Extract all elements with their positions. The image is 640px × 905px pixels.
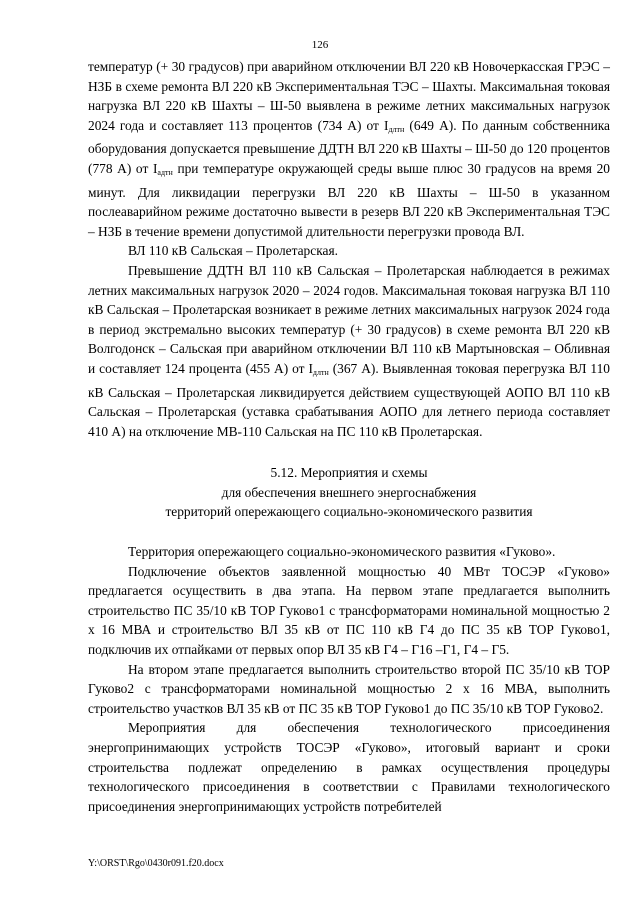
footer-filepath: Y:\ORST\Rgo\0430r091.f20.docx: [88, 858, 224, 869]
paragraph-5: Подключение объектов заявленной мощностью 40 МВт ТОСЭР «Гуково» предлагается осуществить в два этапа. На первом этапе предлагается выполнить строительство ПС 35/10 кВ ТОР Гуково1 с трансформаторами номинальной мощностью 2 х 16 МВА и строительство ВЛ 35 кВ от ПС 110 кВ Г4 до ПС 35 кВ ТОР Гуково1, подключив их отпайками от первых опор ВЛ 35 кВ Г4 – Г16 –Г1, Г4 – Г5.: [88, 563, 610, 658]
paragraph-4: Территория опережающего социально-экономического развития «Гуково».: [128, 544, 556, 560]
paragraph-2: ВЛ 110 кВ Сальская – Пролетарская.: [128, 243, 338, 259]
section-heading: 5.12. Мероприятия и схемы для обеспечения внешнего энергоснабжения территорий опережающего социально-экономического развития: [165, 465, 533, 520]
paragraph-1: температур (+ 30 градусов) при аварийном отключении ВЛ 220 кВ Новочеркасская ГРЭС – НЗБ в схеме ремонта ВЛ 220 кВ Экспериментальная ТЭС – Шахты. Максимальная токовая нагрузка ВЛ 220 кВ Шахты – Ш-50 выявлена в режиме летних максимальных нагрузок 2024 года и составляет 113 процентов (734 А) от $I_{длтн}$ (649 А). По данным собственника оборудования допускается превышение ДДТН ВЛ 220 кВ Шахты – Ш-50 до 120 процентов (778 А) от $I_{адтн}$ при температуре окружающей среды выше плюс 30 градусов на время 20 минут. Для ликвидации перегрузки ВЛ 220 кВ Шахты – Ш-50 в указанном послеаварийном режиме достаточно вывести в резерв ВЛ 220 кВ Экспериментальная ТЭС – НЗБ в течение времени допустимой длительности перегрузки провода ВЛ.: [88, 59, 610, 239]
document-body: [88, 57, 610, 816]
page-number: 126: [311, 39, 329, 51]
paragraph-7: Мероприятия для обеспечения технологического присоединения энергопринимающих устройств ТОСЭР «Гуково», итоговый вариант и сроки строительства подлежат определению в рамках осуществления процедуры технологического присоединения в соответствии с Правилами технологического присоединения энергопринимающих устройств потребителей: [88, 720, 610, 814]
paragraph-6: На втором этапе предлагается выполнить строительство второй ПС 35/10 кВ ТОР Гуково2 с трансформаторами номинальной мощностью 2 х 16 МВА, выполнить строительство участков ВЛ 35 кВ от ПС 35 кВ ТОР Гуково1 до ПС 35/10 кВ ТОР Гуково2.: [88, 661, 610, 716]
paragraph-3: Превышение ДДТН ВЛ 110 кВ Сальская – Пролетарская наблюдается в режимах летних максимальных нагрузок 2020 – 2024 годов. Максимальная токовая нагрузка ВЛ 110 кВ Сальская – Пролетарская возникает в режиме летних максимальных нагрузок 2024 года в период экстремально высоких температур (+ 30 градусов) в схеме ремонта ВЛ 220 кВ Волгодонск – Сальская при аварийном отключении ВЛ 110 кВ Мартыновская – Обливная и составляет 124 процента (455 А) от $I_{длтн}$ (367 А). Выявленная токовая перегрузка ВЛ 110 кВ Сальская – Пролетарская ликвидируется действием существующей АОПО ВЛ 110 кВ Сальская – Пролетарская (уставка срабатывания АОПО для летнего периода составляет 410 А) на отключение МВ-110 Сальская на ПС 110 кВ Пролетарская.: [88, 262, 610, 439]
